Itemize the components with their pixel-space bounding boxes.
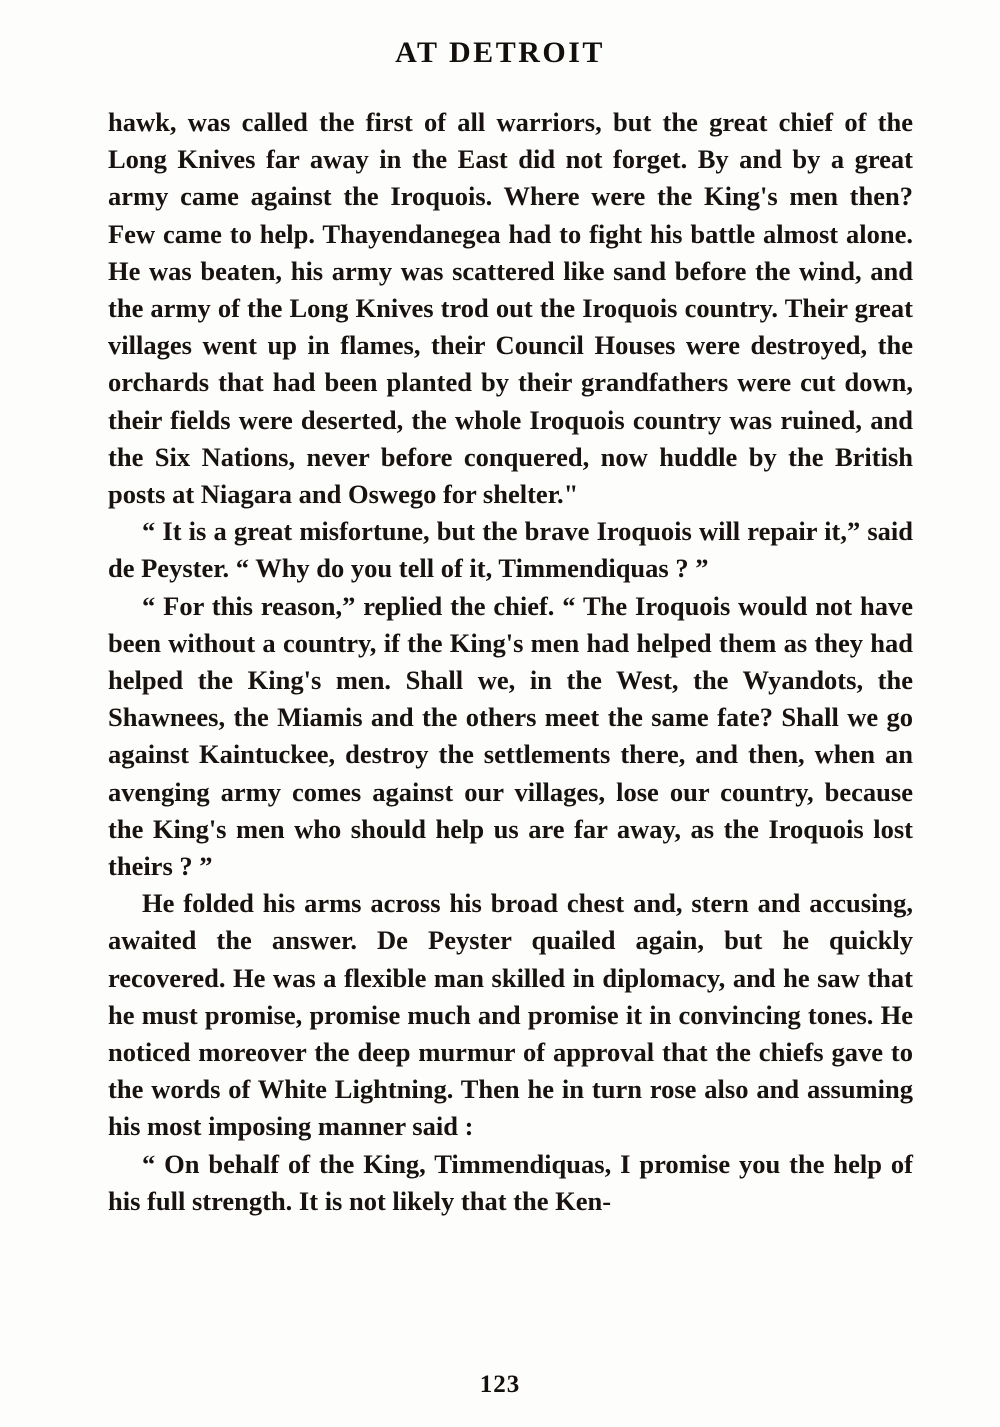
page-title: AT DETROIT [395,36,605,69]
paragraph: hawk, was called the first of all warriors, but the great chief of the Long Knives far away in the East did not forget. By and by a great army came against the Iroquois. Where were the King's men then? Few came to help. Thayendanegea had to fight his battle almost alone. He was beaten, his army was scattered like sand before the wind, and the army of the Long Knives trod out the Iroquois country. Their great villages went up in flames, their Council Houses were destroyed, the orchards that had been planted by their grandfathers were cut down, their fields were deserted, the whole Iroquois country was ruined, and the Six Nations, never before conquered, now huddle by the British posts at Niagara and Oswego for shelter." [108,107,913,510]
paragraph: “ On behalf of the King, Timmendiquas, I promise you the help of his full strength. It is not likely that the Ken- [108,1148,913,1216]
paragraph: “ For this reason,” replied the chief. “ The Iroquois would not have been without a country, if the King's men had helped them as they had helped the King's men. Shall we, in the West, the Wyandots, the Shawnees, the Miamis and the others meet the same fate? Shall we go against Kaintuckee, destroy the settlements there, and then, when an avenging army comes against our villages, lose our country, because the King's men who should help us are far away, as the Iroquois lost theirs ? ” [108,590,913,882]
paragraph: “ It is a great misfortune, but the brave Iroquois will repair it,” said de Peyster. “ Why do you tell of it, Timmendiquas ? ” [108,516,913,584]
page-body [108,104,913,1220]
page-number: 123 [479,1371,521,1398]
paragraph: He folded his arms across his broad chest and, stern and accusing, awaited the answer. De Peyster quailed again, but he quickly recovered. He was a flexible man skilled in diplomacy, and he saw that he must promise, promise much and promise it in convincing tones. He noticed moreover the deep murmur of approval that the chiefs gave to the words of White Lightning. Then he in turn rose also and assuming his most imposing manner said : [108,888,913,1142]
